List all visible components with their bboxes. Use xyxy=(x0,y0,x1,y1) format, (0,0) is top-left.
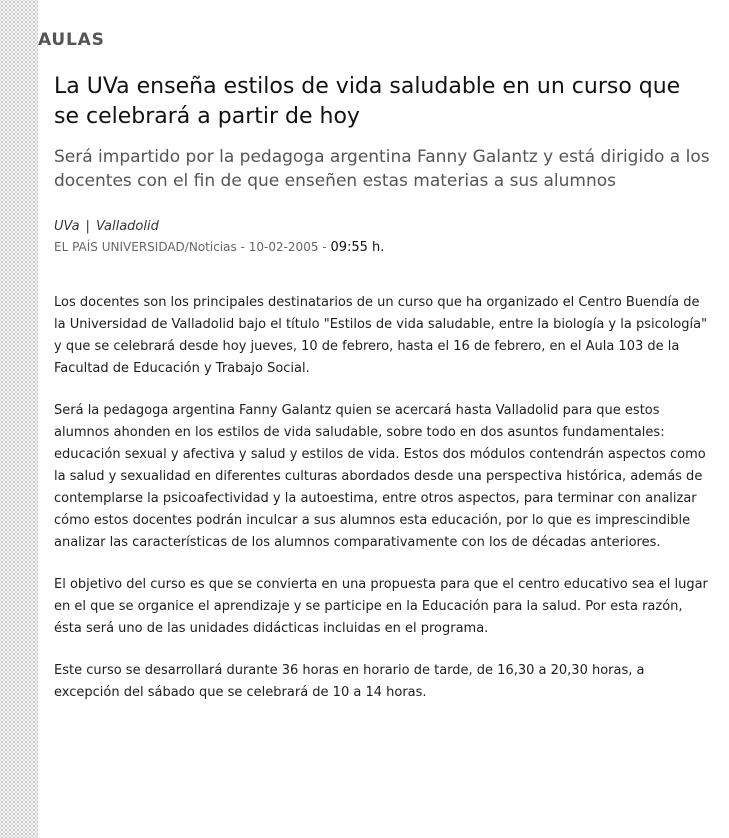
body-paragraph: Este curso se desarrollará durante 36 horas en horario de tarde, de 16,30 a 20,30 horas, a excepción del sábado que se celebrará de 10 a 14 horas. xyxy=(54,663,645,700)
article-body xyxy=(54,292,712,724)
decorative-side-strip xyxy=(0,0,38,838)
byline-separator: | xyxy=(85,219,90,234)
article-headline: La UVa enseña estilos de vida saludable en un curso que se celebrará a partir de hoy xyxy=(54,74,681,129)
article-subtitle: Será impartido por la pedagoga argentina Fanny Galantz y está dirigido a los docentes con el fin de que enseñen estas materias a sus alumnos xyxy=(54,147,710,191)
meta-separator: - xyxy=(322,240,331,254)
section-label: AULAS xyxy=(38,30,105,50)
publication-time: 09:55 h. xyxy=(330,240,385,255)
body-paragraph: Los docentes son los principales destinatarios de un curso que ha organizado el Centro Buendía de la Universidad de Valladolid bajo el título "Estilos de vida saludable, entre la biología y la psicología" y que se celebrará desde hoy jueves, 10 de febrero, hasta el 16 de febrero, en el Aula 103 de la Facultad de Educación y Trabajo Social. xyxy=(54,295,708,376)
publication-name: EL PAÍS UNIVERSIDAD/Noticias xyxy=(54,240,237,254)
body-paragraph: El objetivo del curso es que se convierta en una propuesta para que el centro educativo sea el lugar en el que se organice el aprendizaje y se participe en la Educación para la salud. Por esta razón, ésta será uno de las unidades didácticas incluidas en el programa. xyxy=(54,577,708,636)
body-paragraph: Será la pedagoga argentina Fanny Galantz quien se acercará hasta Valladolid para que estos alumnos ahonden en los estilos de vida saludable, sobre todo en dos asuntos fundamentales: educación sexual y afectiva y salud y estilos de vida. Estos dos módulos contendrán aspectos como la salud y sexualidad en diferentes culturas abordados desde una perspectiva histórica, además de contemplarse la psicoafectividad y la autoestima, entre otros aspectos, para terminar con analizar cómo estos docentes podrán inculcar a sus alumnos esta educación, por lo que es imprescindible analizar las características de los alumnos comparativamente con los de décadas anteriores. xyxy=(54,403,706,550)
publication-date: 10-02-2005 xyxy=(248,240,319,254)
byline xyxy=(54,219,159,234)
byline-source: UVa xyxy=(54,219,80,234)
byline-location: Valladolid xyxy=(95,219,159,234)
article-meta xyxy=(54,240,384,255)
meta-separator: - xyxy=(240,240,249,254)
